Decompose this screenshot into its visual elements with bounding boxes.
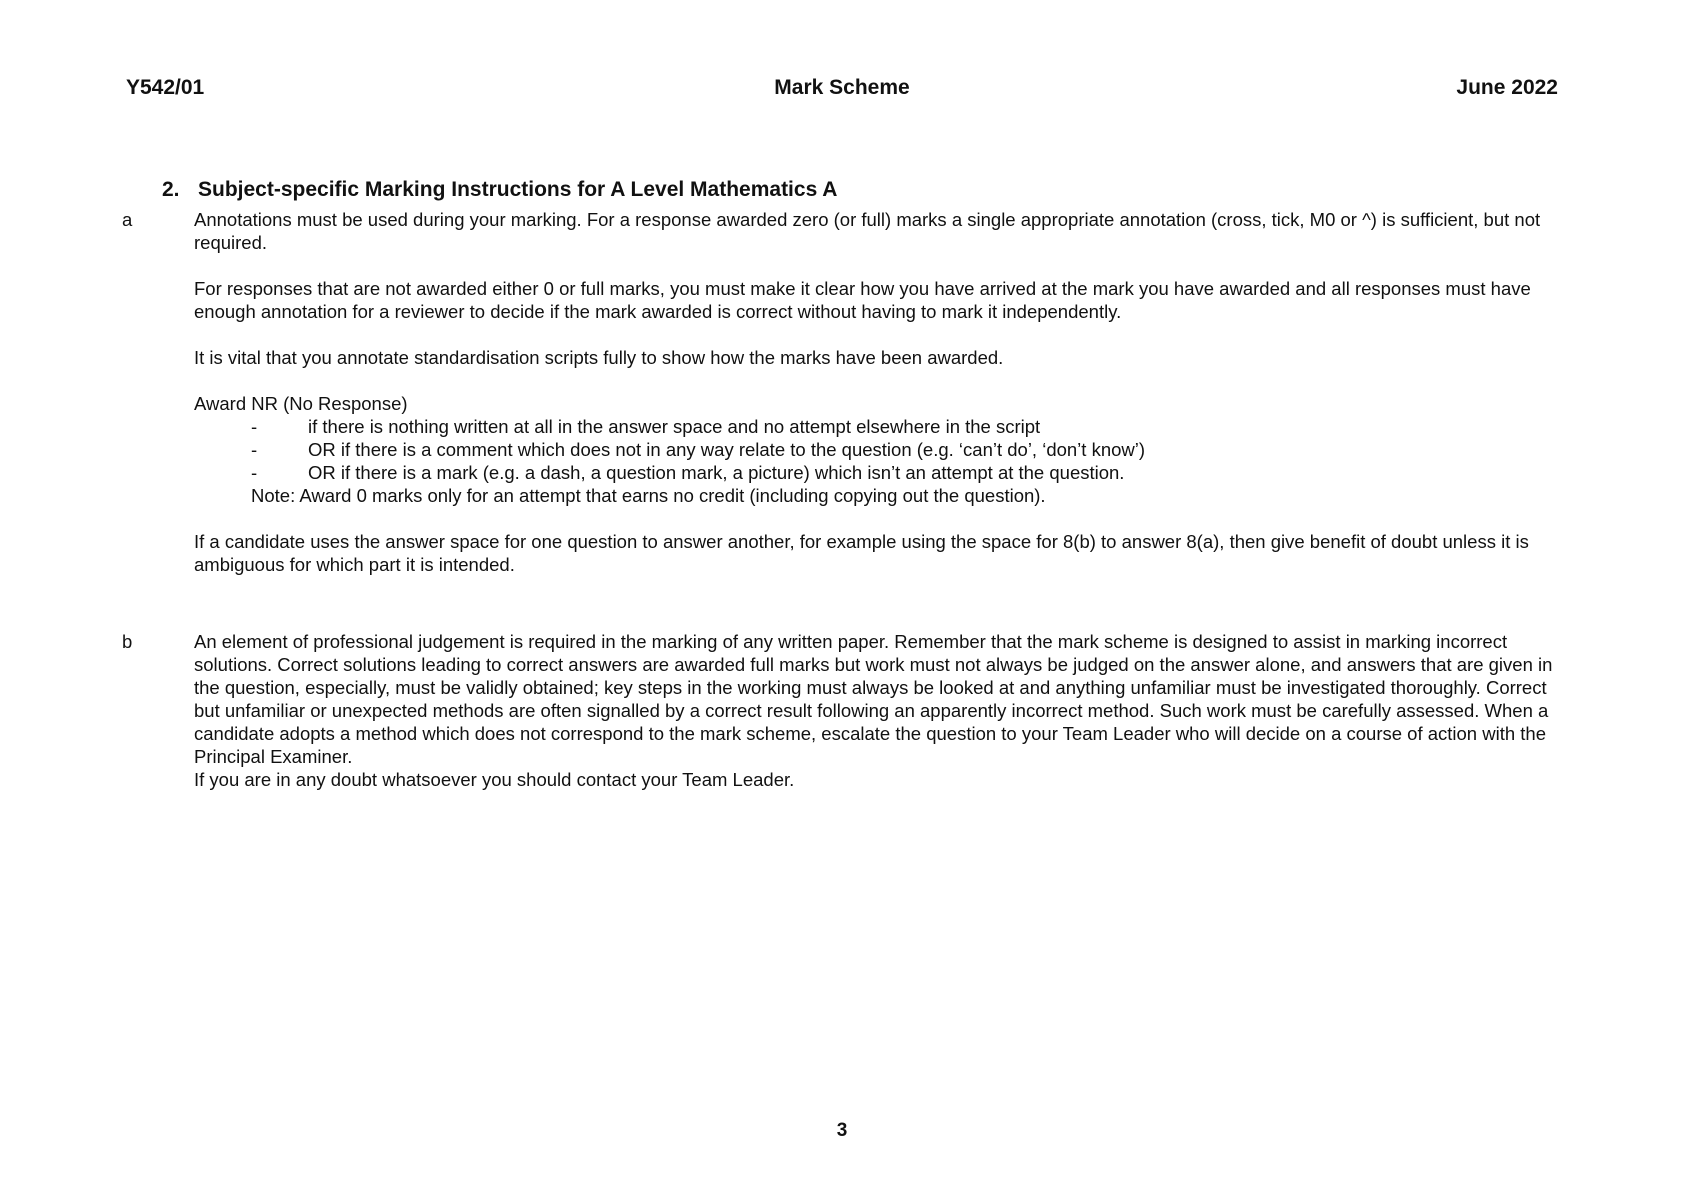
section-heading <box>162 178 837 202</box>
section-title: Subject-specific Marking Instructions for A Level Mathematics A <box>198 178 838 201</box>
item-body <box>194 208 1562 599</box>
item-body <box>194 630 1562 791</box>
paragraph: For responses that are not awarded either 0 or full marks, you must make it clear how you have arrived at the mark you have awarded and all responses must have enough annotation for a reviewer to decide if the mark awarded is correct without having to mark it independently. <box>194 278 1531 322</box>
dash-marker: - <box>251 439 258 460</box>
paragraph: If a candidate uses the answer space for one question to answer another, for example using the space for 8(b) to answer 8(a), then give benefit of doubt unless it is ambiguous for which part it is intended. <box>194 531 1529 575</box>
dash-marker: - <box>251 462 258 483</box>
page-number: 3 <box>836 1120 848 1141</box>
document-code: Y542/01 <box>126 76 205 99</box>
paragraph: An element of professional judgement is required in the marking of any written paper. Remember that the mark scheme is designed to assist in marking incorrect solutions. Correct solutions leading to correct answers are awarded full marks but work must not always be judged on the answer alone, and answers that are given in the question, especially, must be validly obtained; key steps in the working must always be looked at and anything unfamiliar must be investigated thoroughly. Correct but unfamiliar or unexpected methods are often signalled by a correct result following an apparently incorrect method. Such work must be carefully assessed. When a candidate adopts a method which does not correspond to the mark scheme, escalate the question to your Team Leader who will decide on a course of action with the Principal Examiner. <box>194 631 1553 767</box>
item-label: a <box>122 209 133 230</box>
bullet-text: OR if there is a mark (e.g. a dash, a question mark, a picture) which isn’t an attempt at the question. <box>308 462 1125 483</box>
bullet-text: if there is nothing written at all in the answer space and no attempt elsewhere in the script <box>308 416 1041 437</box>
bullet-item <box>194 415 1562 438</box>
bullet-text: OR if there is a comment which does not in any way relate to the question (e.g. ‘can’t do’, ‘don’t know’) <box>308 439 1146 460</box>
bullet-item <box>194 461 1562 484</box>
paragraph: Annotations must be used during your marking. For a response awarded zero (or full) marks a single appropriate annotation (cross, tick, M0 or ^) is sufficient, but not required. <box>194 209 1541 253</box>
nr-heading: Award NR (No Response) <box>194 393 408 414</box>
document-date: June 2022 <box>1456 76 1558 99</box>
bullet-item <box>194 438 1562 461</box>
section-number: 2. <box>162 178 180 201</box>
document-title: Mark Scheme <box>774 76 910 99</box>
nr-bullet-list <box>194 415 1562 484</box>
paragraph: It is vital that you annotate standardisation scripts fully to show how the marks have been awarded. <box>194 347 1004 368</box>
item-label: b <box>122 631 133 652</box>
note: Note: Award 0 marks only for an attempt that earns no credit (including copying out the question). <box>251 485 1046 506</box>
paragraph: If you are in any doubt whatsoever you should contact your Team Leader. <box>194 769 795 790</box>
dash-marker: - <box>251 416 258 437</box>
